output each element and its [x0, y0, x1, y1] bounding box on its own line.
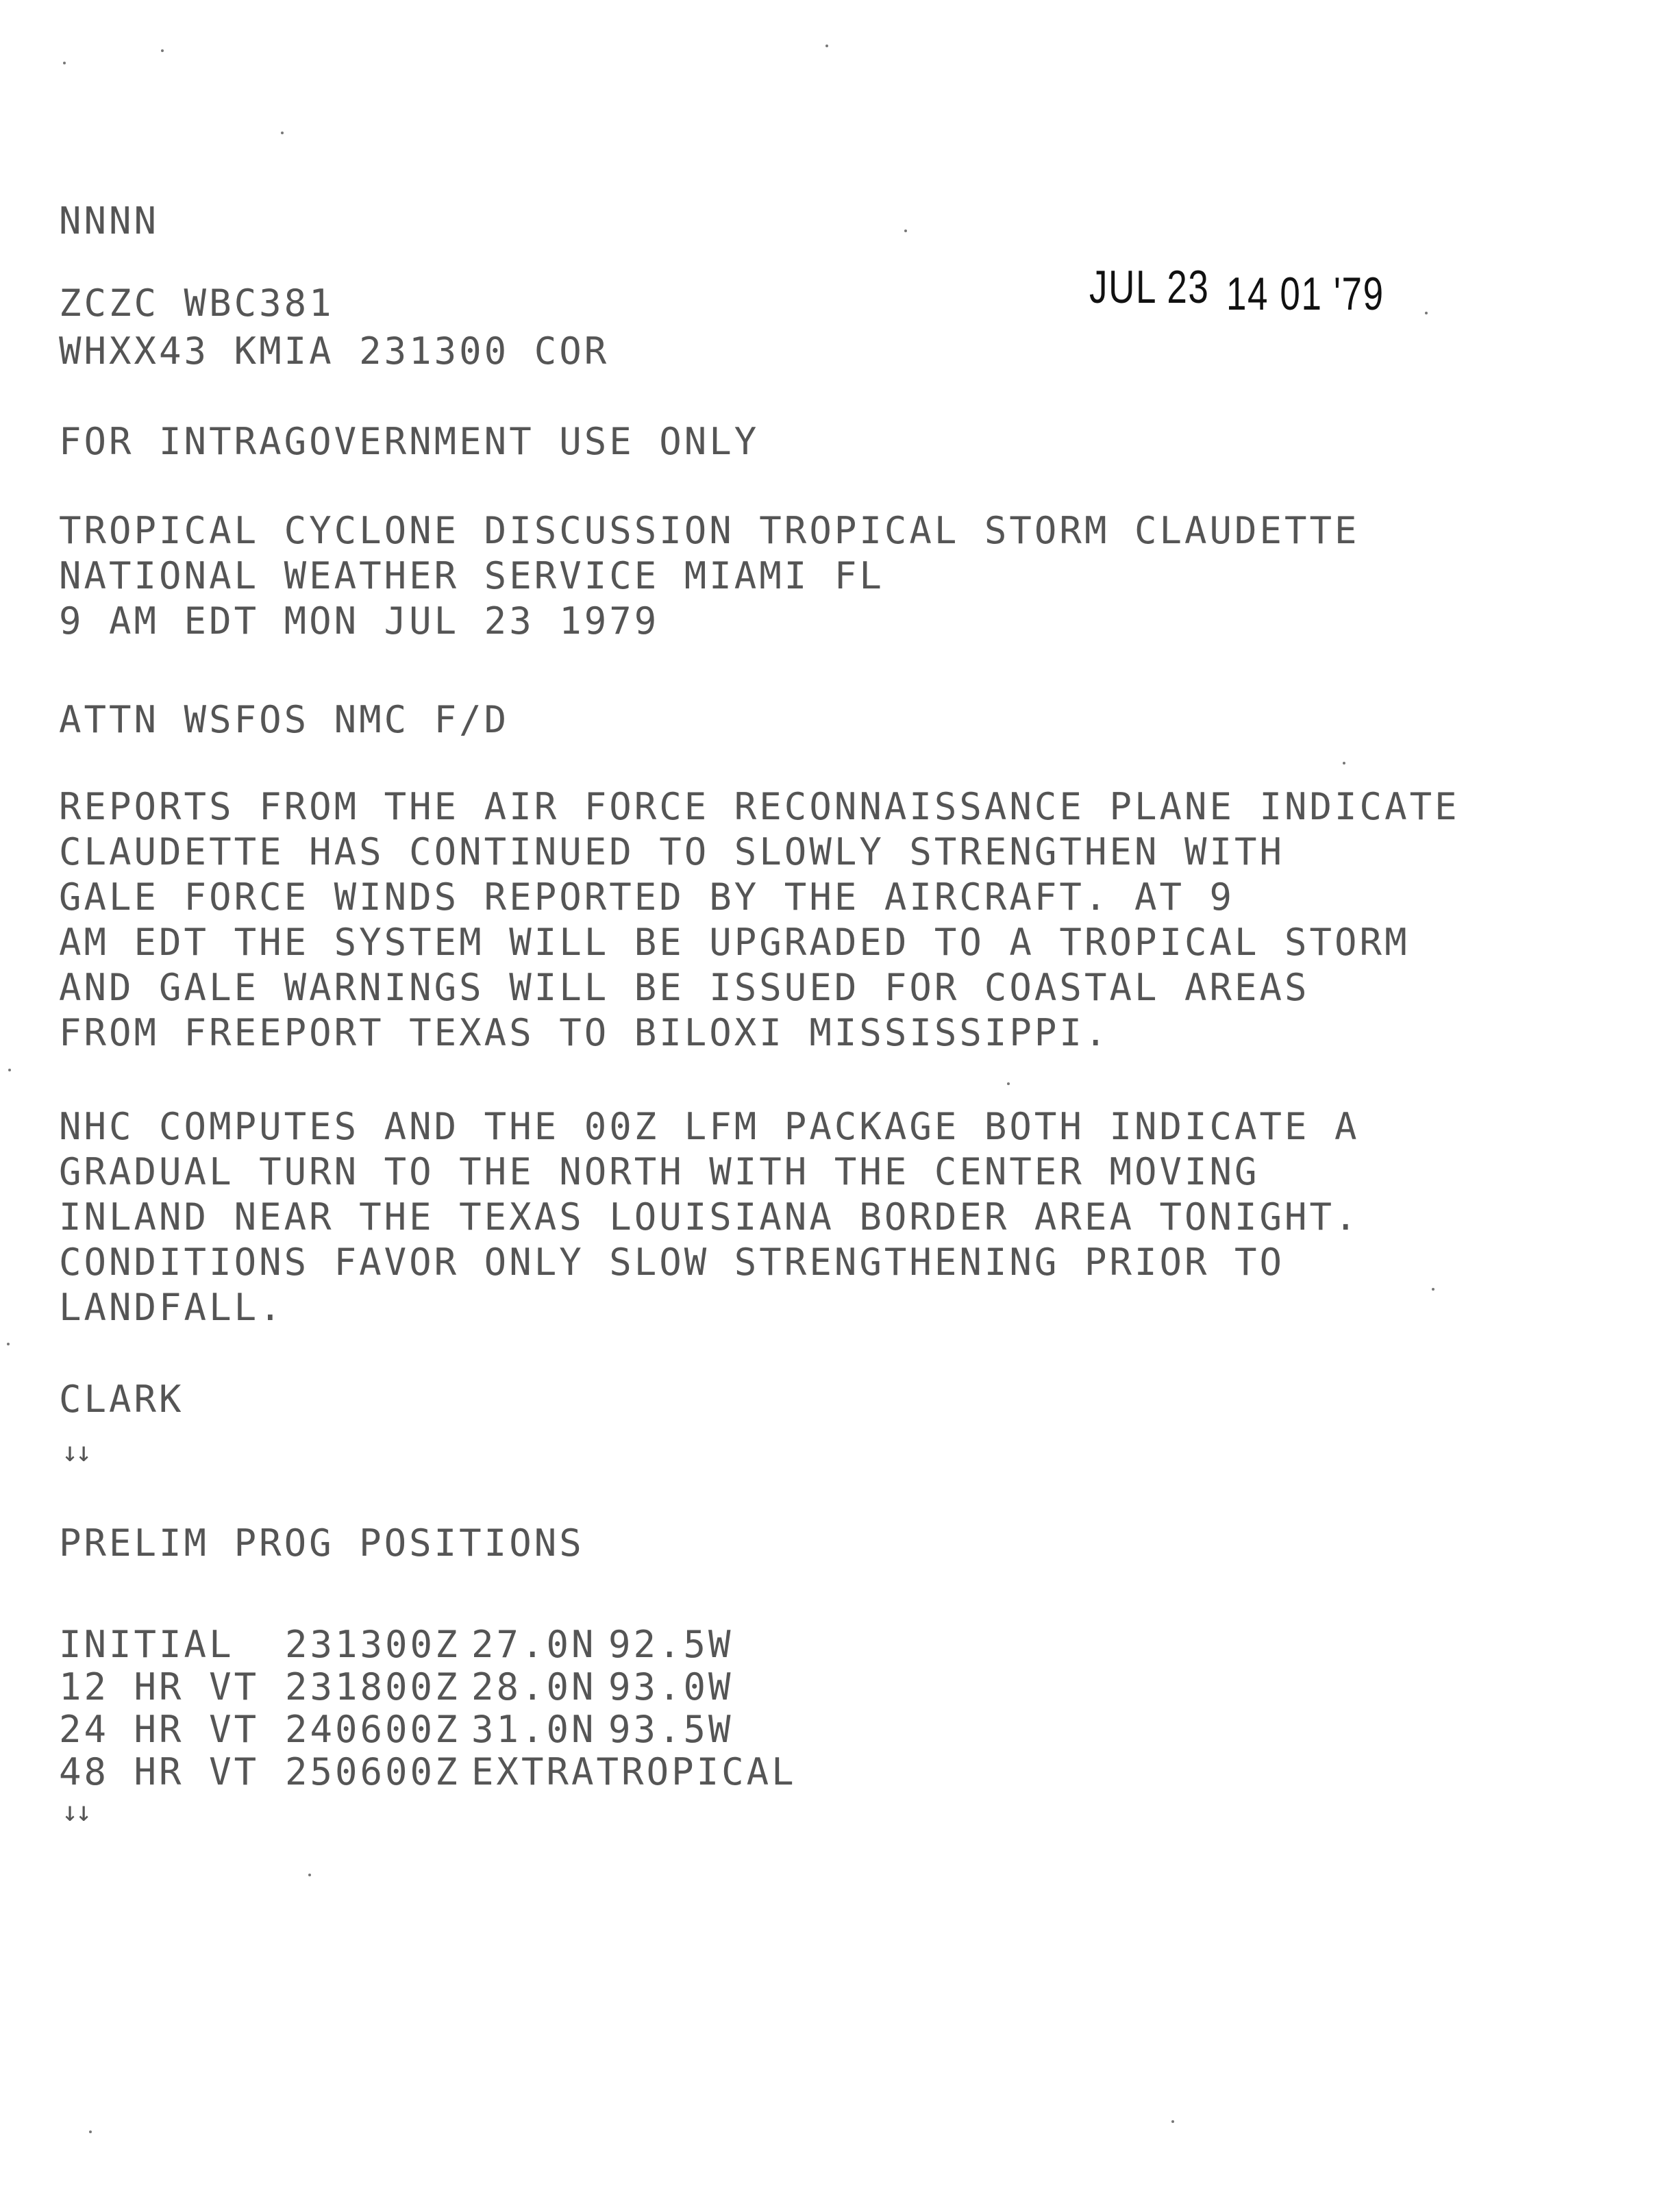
- scan-speck: [1343, 762, 1345, 765]
- title-line-1: TROPICAL CYCLONE DISCUSSION TROPICAL STORM CLAUDETTE: [59, 509, 1360, 552]
- table-row: [59, 1751, 1019, 1793]
- scan-speck: [1425, 312, 1428, 314]
- position-time: 231800Z: [285, 1665, 460, 1708]
- position-label: 12 HR VT: [59, 1665, 260, 1708]
- scan-speck: [825, 45, 828, 47]
- scan-speck: [7, 1343, 10, 1345]
- table-row: [59, 1708, 1019, 1751]
- paragraph2-line-2: GRADUAL TURN TO THE NORTH WITH THE CENTER MOVING: [59, 1150, 1260, 1193]
- table-row: [59, 1666, 1019, 1708]
- position-lat: 28.0N: [471, 1665, 597, 1708]
- received-time-stamp: 14 01 '79: [1226, 268, 1384, 320]
- wmo-header-line: WHXX43 KMIA 231300 COR: [59, 330, 610, 373]
- position-label: INITIAL: [59, 1623, 234, 1666]
- paragraph2-line-5: LANDFALL.: [59, 1286, 284, 1329]
- scan-speck: [281, 132, 284, 134]
- paragraph1-line-6: FROM FREEPORT TEXAS TO BILOXI MISSISSIPPI.: [59, 1011, 1110, 1054]
- position-lat: 27.0N: [471, 1623, 597, 1666]
- position-time: 240600Z: [285, 1708, 460, 1751]
- position-time: 231300Z: [285, 1623, 460, 1666]
- position-label: 48 HR VT: [59, 1750, 260, 1793]
- position-time: 250600Z: [285, 1750, 460, 1793]
- paragraph2-line-4: CONDITIONS FAVOR ONLY SLOW STRENGTHENING PRIOR TO: [59, 1241, 1285, 1284]
- paragraph1-line-1: REPORTS FROM THE AIR FORCE RECONNAISSANCE PLANE INDICATE: [59, 785, 1460, 828]
- scan-speck: [89, 2130, 92, 2133]
- received-date-stamp: JUL 23: [1089, 261, 1210, 313]
- scan-speck: [63, 62, 66, 64]
- end-arrows: ↓↓: [62, 1437, 90, 1468]
- zczc-line: ZCZC WBC381: [59, 282, 334, 325]
- position-lon: 93.5W: [608, 1708, 734, 1751]
- position-label: 24 HR VT: [59, 1708, 260, 1751]
- table-row: [59, 1624, 1019, 1666]
- paragraph1-line-3: GALE FORCE WINDS REPORTED BY THE AIRCRAFT. AT 9: [59, 875, 1235, 919]
- paragraph2-line-1: NHC COMPUTES AND THE 00Z LFM PACKAGE BOTH INDICATE A: [59, 1105, 1360, 1148]
- scan-speck: [161, 49, 164, 52]
- scan-speck: [1007, 1082, 1010, 1085]
- paragraph1-line-2: CLAUDETTE HAS CONTINUED TO SLOWLY STRENGTHEN WITH: [59, 830, 1285, 873]
- paragraph1-line-5: AND GALE WARNINGS WILL BE ISSUED FOR COASTAL AREAS: [59, 966, 1310, 1009]
- position-lon: 93.0W: [608, 1665, 734, 1708]
- prog-heading: PRELIM PROG POSITIONS: [59, 1521, 584, 1565]
- scan-speck: [904, 229, 907, 232]
- paragraph1-line-4: AM EDT THE SYSTEM WILL BE UPGRADED TO A TROPICAL STORM: [59, 921, 1410, 964]
- position-lon: 92.5W: [608, 1623, 734, 1666]
- scan-speck: [1432, 1288, 1434, 1291]
- title-line-3: 9 AM EDT MON JUL 23 1979: [59, 599, 660, 643]
- title-line-2: NATIONAL WEATHER SERVICE MIAMI FL: [59, 554, 884, 597]
- paragraph2-line-3: INLAND NEAR THE TEXAS LOUISIANA BORDER AREA TONIGHT.: [59, 1195, 1360, 1239]
- prog-positions-table: [59, 1624, 1019, 1793]
- scan-speck: [1171, 2120, 1174, 2123]
- position-status: EXTRATROPICAL: [471, 1750, 797, 1793]
- restriction-line: FOR INTRAGOVERNMENT USE ONLY: [59, 420, 760, 463]
- final-arrows: ↓↓: [62, 1796, 90, 1828]
- signature-line: CLARK: [59, 1378, 184, 1421]
- scan-speck: [308, 1874, 311, 1876]
- position-lat: 31.0N: [471, 1708, 597, 1751]
- nnnn-line: NNNN: [59, 199, 160, 243]
- attn-line: ATTN WSFOS NMC F/D: [59, 698, 510, 741]
- scan-speck: [8, 1069, 11, 1071]
